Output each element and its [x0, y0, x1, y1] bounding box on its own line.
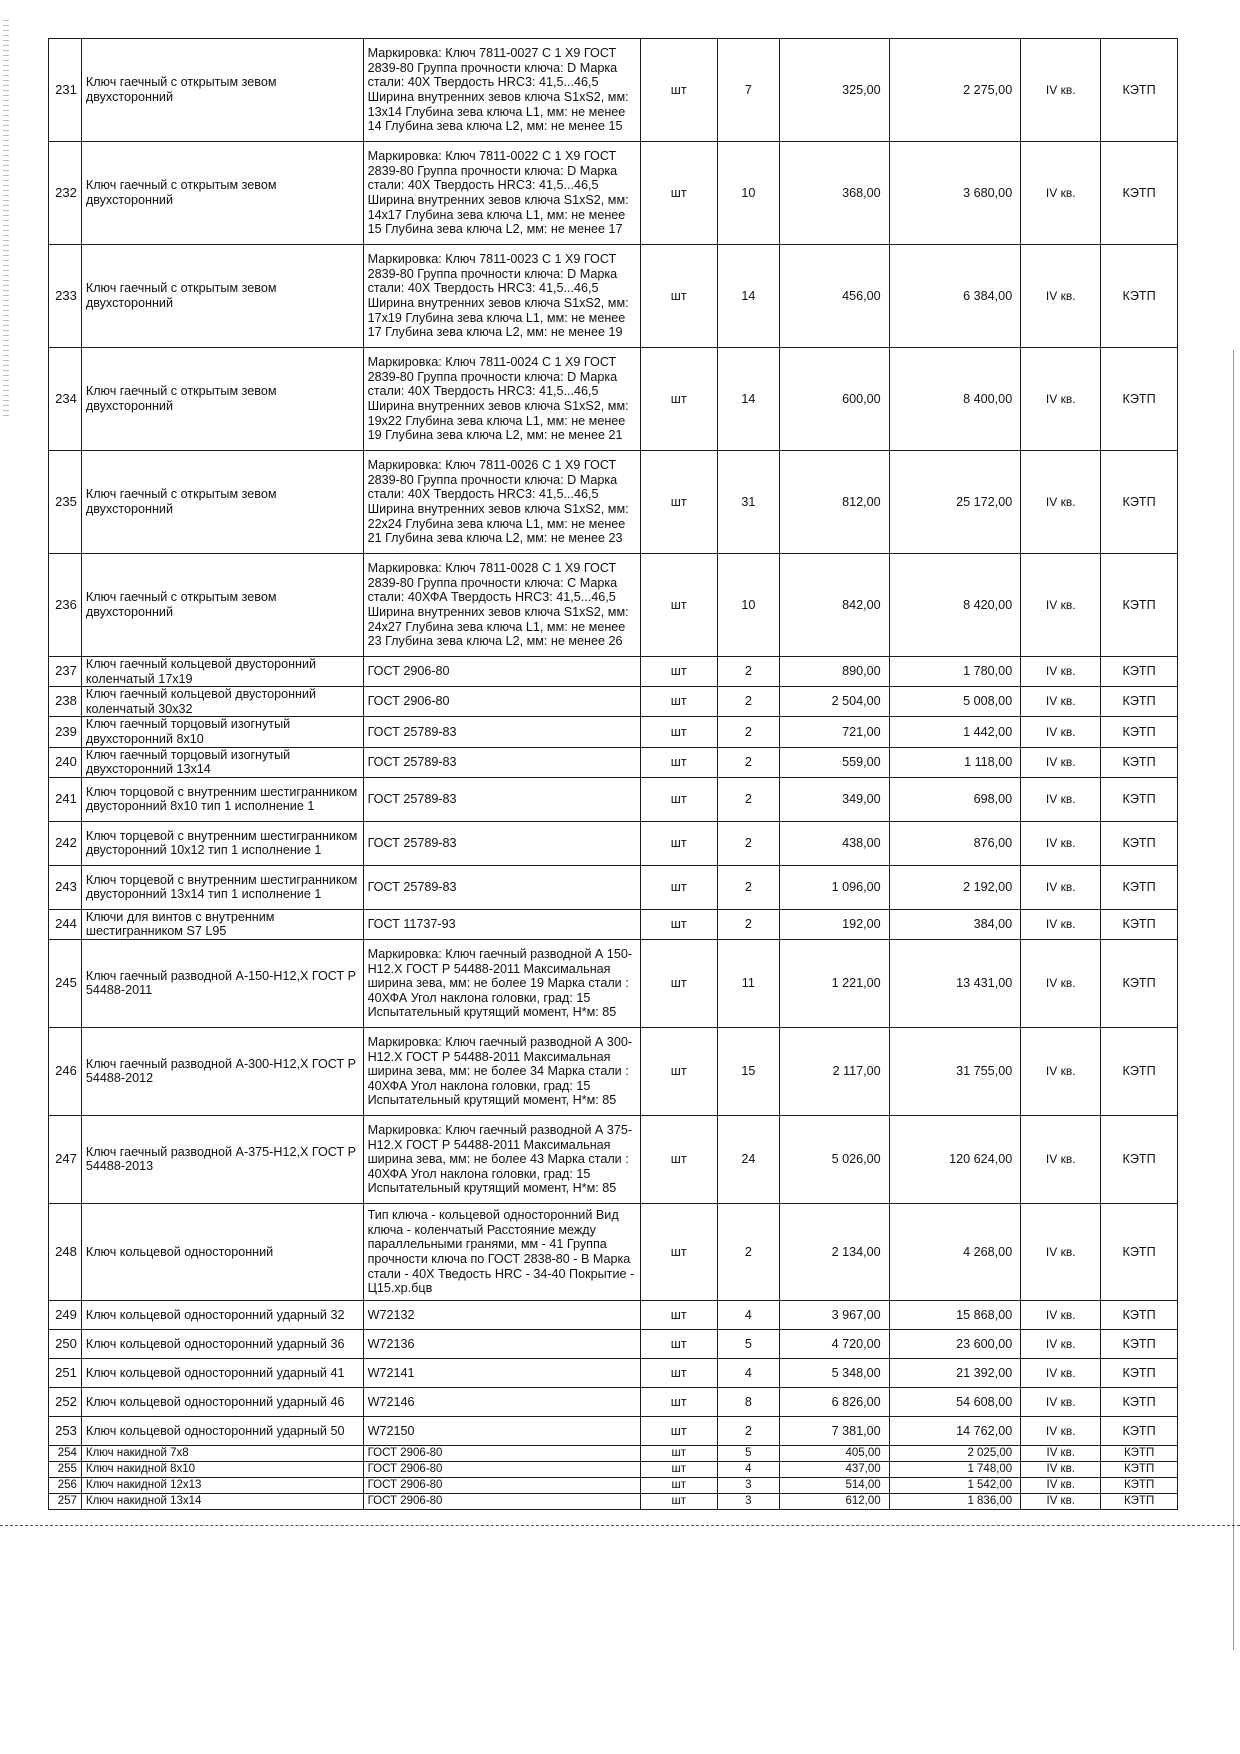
table-row	[49, 1329, 1178, 1358]
cell-qty: 7	[717, 39, 779, 142]
cell-unit: шт	[640, 747, 717, 777]
table-row	[49, 865, 1178, 909]
cell-quarter: IV кв.	[1021, 1300, 1101, 1329]
cell-org: КЭТП	[1101, 657, 1178, 687]
cell-desc: Маркировка: Ключ 7811-0028 С 1 Х9 ГОСТ 2839-80 Группа прочности ключа: С Марка стали: 40ХФА Твердость HRC3: 41,5...46,5 Ширина внутренних зевов ключа S1xS2, мм: 24x27 Глубина зева ключа L1, мм: не менее 23 Глубина зева ключа L2, мм: не менее 26	[363, 554, 640, 657]
cell-price: 842,00	[780, 554, 890, 657]
table-row	[49, 1300, 1178, 1329]
cell-unit: шт	[640, 1027, 717, 1115]
cell-quarter: IV кв.	[1021, 1358, 1101, 1387]
cell-qty: 31	[717, 451, 779, 554]
cell-qty: 10	[717, 142, 779, 245]
cell-total: 8 420,00	[889, 554, 1021, 657]
cell-unit: шт	[640, 1203, 717, 1300]
table-row	[49, 142, 1178, 245]
cell-price: 2 504,00	[780, 687, 890, 717]
binding-marks	[3, 20, 9, 420]
cell-unit: шт	[640, 717, 717, 747]
cell-qty: 3	[717, 1477, 779, 1493]
cell-desc: W72136	[363, 1329, 640, 1358]
cell-total: 876,00	[889, 821, 1021, 865]
cell-qty: 24	[717, 1115, 779, 1203]
cell-num: 246	[49, 1027, 82, 1115]
cell-num: 244	[49, 909, 82, 939]
table-row	[49, 687, 1178, 717]
cell-desc: ГОСТ 25789-83	[363, 717, 640, 747]
cell-total: 31 755,00	[889, 1027, 1021, 1115]
cell-num: 254	[49, 1445, 82, 1461]
cell-num: 249	[49, 1300, 82, 1329]
cell-quarter: IV кв.	[1021, 1115, 1101, 1203]
cell-unit: шт	[640, 1416, 717, 1445]
cell-org: КЭТП	[1101, 39, 1178, 142]
cell-org: КЭТП	[1101, 451, 1178, 554]
cell-qty: 14	[717, 348, 779, 451]
cell-quarter: IV кв.	[1021, 1027, 1101, 1115]
cell-org: КЭТП	[1101, 1329, 1178, 1358]
cell-org: КЭТП	[1101, 1477, 1178, 1493]
table-row	[49, 717, 1178, 747]
cell-qty: 2	[717, 717, 779, 747]
cell-desc: ГОСТ 25789-83	[363, 821, 640, 865]
cell-org: КЭТП	[1101, 1493, 1178, 1509]
cell-desc: ГОСТ 2906-80	[363, 1461, 640, 1477]
cell-qty: 5	[717, 1329, 779, 1358]
cell-quarter: IV кв.	[1021, 554, 1101, 657]
cell-num: 250	[49, 1329, 82, 1358]
cell-qty: 2	[717, 821, 779, 865]
table-row	[49, 657, 1178, 687]
cell-quarter: IV кв.	[1021, 348, 1101, 451]
table-row	[49, 451, 1178, 554]
cell-num: 256	[49, 1477, 82, 1493]
cell-qty: 10	[717, 554, 779, 657]
cell-unit: шт	[640, 1445, 717, 1461]
table-row	[49, 245, 1178, 348]
cell-name: Ключ гаечный с открытым зевом двухсторонний	[81, 451, 363, 554]
cell-unit: шт	[640, 1493, 717, 1509]
cell-num: 236	[49, 554, 82, 657]
cell-unit: шт	[640, 1387, 717, 1416]
table-row	[49, 821, 1178, 865]
cell-desc: W72132	[363, 1300, 640, 1329]
cell-unit: шт	[640, 1115, 717, 1203]
cell-qty: 2	[717, 865, 779, 909]
cell-qty: 2	[717, 1416, 779, 1445]
cell-name: Ключ торцовой с внутренним шестигранником двусторонний 8x10 тип 1 исполнение 1	[81, 777, 363, 821]
cell-quarter: IV кв.	[1021, 1461, 1101, 1477]
cell-unit: шт	[640, 451, 717, 554]
cell-org: КЭТП	[1101, 142, 1178, 245]
cell-desc: ГОСТ 2906-80	[363, 657, 640, 687]
cell-name: Ключ гаечный с открытым зевом двухсторонний	[81, 348, 363, 451]
cell-org: КЭТП	[1101, 1115, 1178, 1203]
cell-price: 192,00	[780, 909, 890, 939]
cell-quarter: IV кв.	[1021, 687, 1101, 717]
cell-org: КЭТП	[1101, 348, 1178, 451]
cell-org: КЭТП	[1101, 687, 1178, 717]
cell-name: Ключ торцевой с внутренним шестигранником двусторонний 13x14 тип 1 исполнение 1	[81, 865, 363, 909]
cell-qty: 14	[717, 245, 779, 348]
cell-unit: шт	[640, 142, 717, 245]
cell-org: КЭТП	[1101, 777, 1178, 821]
cell-qty: 2	[717, 1203, 779, 1300]
cell-qty: 3	[717, 1493, 779, 1509]
cell-name: Ключ гаечный разводной А-375-Н12,Х ГОСТ Р 54488-2013	[81, 1115, 363, 1203]
table-row	[49, 747, 1178, 777]
cell-price: 612,00	[780, 1493, 890, 1509]
cell-name: Ключ кольцевой односторонний ударный 46	[81, 1387, 363, 1416]
cell-price: 2 117,00	[780, 1027, 890, 1115]
table-row	[49, 1477, 1178, 1493]
cell-quarter: IV кв.	[1021, 39, 1101, 142]
table-row	[49, 1416, 1178, 1445]
cell-org: КЭТП	[1101, 1461, 1178, 1477]
cell-quarter: IV кв.	[1021, 1445, 1101, 1461]
table-row	[49, 1358, 1178, 1387]
cell-price: 1 096,00	[780, 865, 890, 909]
cell-price: 812,00	[780, 451, 890, 554]
cell-total: 23 600,00	[889, 1329, 1021, 1358]
cell-num: 237	[49, 657, 82, 687]
cell-desc: Маркировка: Ключ 7811-0027 С 1 Х9 ГОСТ 2839-80 Группа прочности ключа: D Марка стали: 40Х Твердость HRC3: 41,5...46,5 Ширина внутренних зевов ключа S1xS2, мм: 13x14 Глубина зева ключа L1, мм: не менее 14 Глубина зева ключа L2, мм: не менее 15	[363, 39, 640, 142]
cell-qty: 2	[717, 687, 779, 717]
table-row	[49, 939, 1178, 1027]
cell-quarter: IV кв.	[1021, 1329, 1101, 1358]
cell-quarter: IV кв.	[1021, 657, 1101, 687]
cell-name: Ключ гаечный с открытым зевом двухсторонний	[81, 39, 363, 142]
cell-num: 251	[49, 1358, 82, 1387]
cell-total: 54 608,00	[889, 1387, 1021, 1416]
cell-total: 6 384,00	[889, 245, 1021, 348]
cell-price: 349,00	[780, 777, 890, 821]
cell-unit: шт	[640, 865, 717, 909]
cell-price: 6 826,00	[780, 1387, 890, 1416]
table-row	[49, 1115, 1178, 1203]
cell-name: Ключ накидной 13x14	[81, 1493, 363, 1509]
cell-name: Ключ накидной 7x8	[81, 1445, 363, 1461]
cell-desc: Тип ключа - кольцевой односторонний Вид ключа - коленчатый Расстояние между параллельными гранями, мм - 41 Группа прочности ключа по ГОСТ 2838-80 - В Марка стали - 40Х Тведость HRC - 34-40 Покрытие - Ц15.хр.бцв	[363, 1203, 640, 1300]
cell-price: 1 221,00	[780, 939, 890, 1027]
cell-desc: ГОСТ 25789-83	[363, 777, 640, 821]
cell-qty: 5	[717, 1445, 779, 1461]
cell-unit: шт	[640, 1477, 717, 1493]
cell-price: 721,00	[780, 717, 890, 747]
cell-name: Ключ гаечный кольцевой двусторонний коленчатый 17x19	[81, 657, 363, 687]
cell-unit: шт	[640, 1461, 717, 1477]
cell-total: 2 025,00	[889, 1445, 1021, 1461]
cell-quarter: IV кв.	[1021, 821, 1101, 865]
cell-desc: W72141	[363, 1358, 640, 1387]
cell-desc: Маркировка: Ключ гаечный разводной А 375-Н12.Х ГОСТ Р 54488-2011 Максимальная ширина зева, мм: не более 43 Марка стали : 40ХФА Угол наклона головки, град: 15 Испытательный крутящий момент, Н*м: 85	[363, 1115, 640, 1203]
table-row	[49, 1387, 1178, 1416]
cell-org: КЭТП	[1101, 1203, 1178, 1300]
cell-org: КЭТП	[1101, 717, 1178, 747]
cell-quarter: IV кв.	[1021, 939, 1101, 1027]
cell-desc: Маркировка: Ключ гаечный разводной А 150-Н12.Х ГОСТ Р 54488-2011 Максимальная ширина зева, мм: не более 19 Марка стали : 40ХФА Угол наклона головки, град: 15 Испытательный крутящий момент, Н*м: 85	[363, 939, 640, 1027]
cell-quarter: IV кв.	[1021, 747, 1101, 777]
cell-name: Ключ гаечный кольцевой двусторонний коленчатый 30x32	[81, 687, 363, 717]
cell-price: 7 381,00	[780, 1416, 890, 1445]
table-row	[49, 1445, 1178, 1461]
cell-unit: шт	[640, 554, 717, 657]
cell-org: КЭТП	[1101, 865, 1178, 909]
cell-unit: шт	[640, 687, 717, 717]
cell-desc: ГОСТ 11737-93	[363, 909, 640, 939]
cell-desc: Маркировка: Ключ 7811-0023 С 1 Х9 ГОСТ 2839-80 Группа прочности ключа: D Марка стали: 40Х Твердость HRC3: 41,5...46,5 Ширина внутренних зевов ключа S1xS2, мм: 17x19 Глубина зева ключа L1, мм: не менее 17 Глубина зева ключа L2, мм: не менее 19	[363, 245, 640, 348]
cell-price: 514,00	[780, 1477, 890, 1493]
cell-quarter: IV кв.	[1021, 909, 1101, 939]
cell-org: КЭТП	[1101, 1027, 1178, 1115]
cell-org: КЭТП	[1101, 1358, 1178, 1387]
cell-quarter: IV кв.	[1021, 245, 1101, 348]
cell-desc: Маркировка: Ключ 7811-0022 С 1 Х9 ГОСТ 2839-80 Группа прочности ключа: D Марка стали: 40Х Твердость HRC3: 41,5...46,5 Ширина внутренних зевов ключа S1xS2, мм: 14x17 Глубина зева ключа L1, мм: не менее 15 Глубина зева ключа L2, мм: не менее 17	[363, 142, 640, 245]
cell-price: 325,00	[780, 39, 890, 142]
cell-price: 405,00	[780, 1445, 890, 1461]
cell-org: КЭТП	[1101, 821, 1178, 865]
cell-num: 239	[49, 717, 82, 747]
cell-total: 384,00	[889, 909, 1021, 939]
cell-total: 5 008,00	[889, 687, 1021, 717]
cell-total: 13 431,00	[889, 939, 1021, 1027]
cell-desc: ГОСТ 2906-80	[363, 1445, 640, 1461]
cell-num: 253	[49, 1416, 82, 1445]
cell-name: Ключ гаечный разводной А-150-Н12,Х ГОСТ Р 54488-2011	[81, 939, 363, 1027]
cell-name: Ключи для винтов с внутренним шестигранником S7 L95	[81, 909, 363, 939]
cell-name: Ключ торцевой с внутренним шестигранником двусторонний 10x12 тип 1 исполнение 1	[81, 821, 363, 865]
cell-qty: 4	[717, 1461, 779, 1477]
cell-unit: шт	[640, 39, 717, 142]
table-row	[49, 777, 1178, 821]
table-body	[49, 39, 1178, 1510]
cell-qty: 2	[717, 777, 779, 821]
cell-desc: ГОСТ 25789-83	[363, 747, 640, 777]
cell-num: 231	[49, 39, 82, 142]
cell-price: 4 720,00	[780, 1329, 890, 1358]
cell-num: 242	[49, 821, 82, 865]
cell-qty: 2	[717, 909, 779, 939]
cell-unit: шт	[640, 1329, 717, 1358]
cell-total: 25 172,00	[889, 451, 1021, 554]
cell-price: 559,00	[780, 747, 890, 777]
cell-name: Ключ накидной 12x13	[81, 1477, 363, 1493]
cell-num: 243	[49, 865, 82, 909]
cell-name: Ключ кольцевой односторонний ударный 50	[81, 1416, 363, 1445]
cell-total: 1 542,00	[889, 1477, 1021, 1493]
cell-total: 120 624,00	[889, 1115, 1021, 1203]
cell-unit: шт	[640, 939, 717, 1027]
cell-quarter: IV кв.	[1021, 1416, 1101, 1445]
cell-unit: шт	[640, 1358, 717, 1387]
cell-price: 438,00	[780, 821, 890, 865]
cell-quarter: IV кв.	[1021, 1477, 1101, 1493]
cell-name: Ключ кольцевой односторонний ударный 32	[81, 1300, 363, 1329]
cell-desc: Маркировка: Ключ 7811-0026 С 1 Х9 ГОСТ 2839-80 Группа прочности ключа: D Марка стали: 40Х Твердость HRC3: 41,5...46,5 Ширина внутренних зевов ключа S1xS2, мм: 22x24 Глубина зева ключа L1, мм: не менее 21 Глубина зева ключа L2, мм: не менее 23	[363, 451, 640, 554]
cell-desc: ГОСТ 2906-80	[363, 1493, 640, 1509]
cell-total: 1 780,00	[889, 657, 1021, 687]
cell-total: 14 762,00	[889, 1416, 1021, 1445]
cell-num: 233	[49, 245, 82, 348]
cell-quarter: IV кв.	[1021, 717, 1101, 747]
cell-quarter: IV кв.	[1021, 1493, 1101, 1509]
cell-num: 252	[49, 1387, 82, 1416]
cell-quarter: IV кв.	[1021, 451, 1101, 554]
cell-desc: Маркировка: Ключ 7811-0024 С 1 Х9 ГОСТ 2839-80 Группа прочности ключа: D Марка стали: 40Х Твердость HRC3: 41,5...46,5 Ширина внутренних зевов ключа S1xS2, мм: 19x22 Глубина зева ключа L1, мм: не менее 19 Глубина зева ключа L2, мм: не менее 21	[363, 348, 640, 451]
cell-desc: Маркировка: Ключ гаечный разводной А 300-Н12.Х ГОСТ Р 54488-2011 Максимальная ширина зева, мм: не более 34 Марка стали : 40ХФА Угол наклона головки, град: 15 Испытательный крутящий момент, Н*м: 85	[363, 1027, 640, 1115]
cell-name: Ключ гаечный разводной А-300-Н12,Х ГОСТ Р 54488-2012	[81, 1027, 363, 1115]
cell-unit: шт	[640, 245, 717, 348]
cell-price: 3 967,00	[780, 1300, 890, 1329]
cell-name: Ключ гаечный торцовый изогнутый двухсторонний 8x10	[81, 717, 363, 747]
cell-price: 437,00	[780, 1461, 890, 1477]
cell-total: 8 400,00	[889, 348, 1021, 451]
table-row	[49, 1493, 1178, 1509]
cell-qty: 11	[717, 939, 779, 1027]
cell-org: КЭТП	[1101, 1300, 1178, 1329]
cell-org: КЭТП	[1101, 1387, 1178, 1416]
cell-num: 238	[49, 687, 82, 717]
cell-total: 21 392,00	[889, 1358, 1021, 1387]
cell-quarter: IV кв.	[1021, 777, 1101, 821]
scan-edge-line	[1233, 350, 1234, 1650]
cell-total: 4 268,00	[889, 1203, 1021, 1300]
cell-desc: ГОСТ 2906-80	[363, 687, 640, 717]
cell-unit: шт	[640, 657, 717, 687]
cell-name: Ключ гаечный с открытым зевом двухсторонний	[81, 245, 363, 348]
cell-name: Ключ гаечный с открытым зевом двухсторонний	[81, 554, 363, 657]
cell-total: 1 118,00	[889, 747, 1021, 777]
cell-org: КЭТП	[1101, 909, 1178, 939]
cell-total: 698,00	[889, 777, 1021, 821]
cell-org: КЭТП	[1101, 747, 1178, 777]
cell-unit: шт	[640, 348, 717, 451]
cell-org: КЭТП	[1101, 245, 1178, 348]
cell-name: Ключ кольцевой односторонний ударный 41	[81, 1358, 363, 1387]
cell-desc: ГОСТ 2906-80	[363, 1477, 640, 1493]
cell-num: 255	[49, 1461, 82, 1477]
table-row	[49, 554, 1178, 657]
cell-qty: 4	[717, 1300, 779, 1329]
cell-desc: W72146	[363, 1387, 640, 1416]
cell-qty: 15	[717, 1027, 779, 1115]
cell-unit: шт	[640, 821, 717, 865]
cell-org: КЭТП	[1101, 1445, 1178, 1461]
cell-qty: 2	[717, 657, 779, 687]
cell-num: 235	[49, 451, 82, 554]
table-row	[49, 909, 1178, 939]
cell-name: Ключ накидной 8x10	[81, 1461, 363, 1477]
cell-unit: шт	[640, 1300, 717, 1329]
cell-quarter: IV кв.	[1021, 1203, 1101, 1300]
cell-qty: 2	[717, 747, 779, 777]
page-cut-line	[0, 1525, 1240, 1526]
cell-num: 240	[49, 747, 82, 777]
cell-qty: 4	[717, 1358, 779, 1387]
cell-num: 248	[49, 1203, 82, 1300]
cell-quarter: IV кв.	[1021, 1387, 1101, 1416]
cell-total: 2 275,00	[889, 39, 1021, 142]
table-row	[49, 1461, 1178, 1477]
cell-name: Ключ гаечный с открытым зевом двухсторонний	[81, 142, 363, 245]
cell-price: 2 134,00	[780, 1203, 890, 1300]
cell-num: 247	[49, 1115, 82, 1203]
cell-num: 232	[49, 142, 82, 245]
cell-num: 241	[49, 777, 82, 821]
cell-price: 368,00	[780, 142, 890, 245]
cell-price: 890,00	[780, 657, 890, 687]
cell-org: КЭТП	[1101, 1416, 1178, 1445]
cell-price: 5 026,00	[780, 1115, 890, 1203]
cell-org: КЭТП	[1101, 939, 1178, 1027]
cell-total: 1 442,00	[889, 717, 1021, 747]
cell-total: 1 836,00	[889, 1493, 1021, 1509]
cell-total: 15 868,00	[889, 1300, 1021, 1329]
cell-desc: W72150	[363, 1416, 640, 1445]
cell-total: 2 192,00	[889, 865, 1021, 909]
cell-org: КЭТП	[1101, 554, 1178, 657]
cell-name: Ключ кольцевой односторонний ударный 36	[81, 1329, 363, 1358]
table-row	[49, 1203, 1178, 1300]
cell-price: 456,00	[780, 245, 890, 348]
cell-total: 1 748,00	[889, 1461, 1021, 1477]
cell-num: 234	[49, 348, 82, 451]
cell-total: 3 680,00	[889, 142, 1021, 245]
cell-price: 5 348,00	[780, 1358, 890, 1387]
cell-num: 257	[49, 1493, 82, 1509]
table-row	[49, 1027, 1178, 1115]
table-row	[49, 348, 1178, 451]
cell-unit: шт	[640, 777, 717, 821]
cell-qty: 8	[717, 1387, 779, 1416]
procurement-table	[48, 38, 1178, 1510]
table-row	[49, 39, 1178, 142]
cell-quarter: IV кв.	[1021, 142, 1101, 245]
cell-name: Ключ гаечный торцовый изогнутый двухсторонний 13x14	[81, 747, 363, 777]
cell-unit: шт	[640, 909, 717, 939]
cell-quarter: IV кв.	[1021, 865, 1101, 909]
cell-desc: ГОСТ 25789-83	[363, 865, 640, 909]
cell-price: 600,00	[780, 348, 890, 451]
cell-num: 245	[49, 939, 82, 1027]
cell-name: Ключ кольцевой односторонний	[81, 1203, 363, 1300]
